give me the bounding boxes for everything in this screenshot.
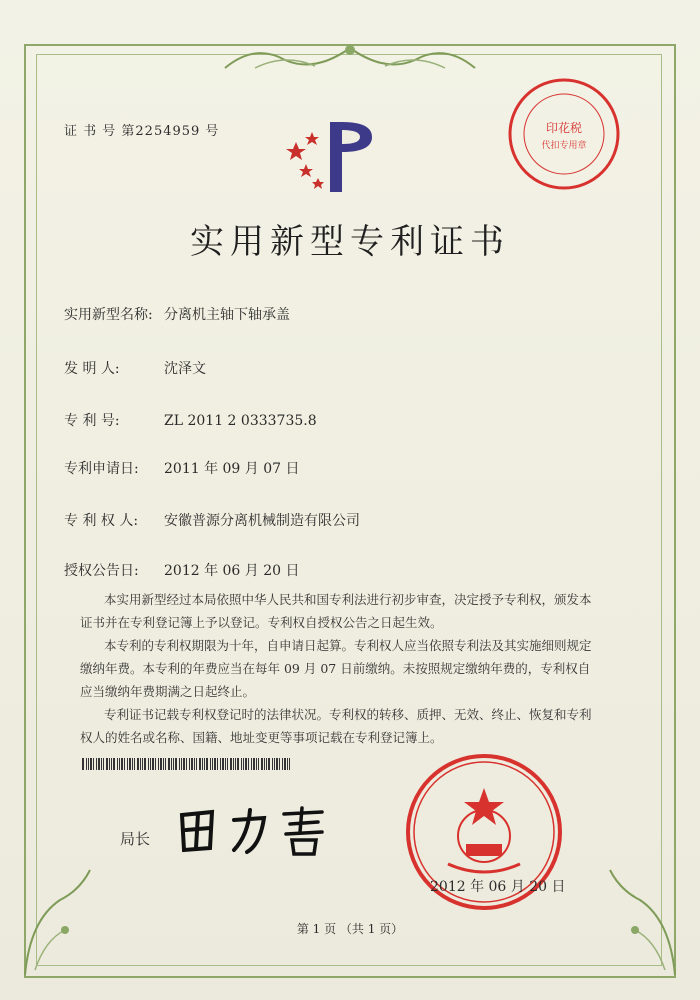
field-patentee: [64, 510, 360, 530]
body-paragraph: 本实用新型经过本局依照中华人民共和国专利法进行初步审查，决定授予专利权，颁发本证书并在专利登记簿上予以登记。专利权自授权公告之日起生效。: [80, 592, 592, 630]
field-label: 专 利 权 人:: [64, 513, 139, 529]
director-title: 局长: [120, 830, 151, 848]
field-label: 专 利 号:: [64, 413, 120, 429]
field-label: 发 明 人:: [64, 361, 120, 377]
field-inventor: [64, 358, 206, 378]
field-value: 2012 年 06 月 20 日: [164, 563, 300, 579]
field-value: 沈泽文: [164, 361, 206, 377]
certificate-title: 实用新型专利证书: [190, 222, 510, 262]
top-right-stamp: [504, 74, 624, 194]
page-footer: 第 1 页 （共 1 页）: [296, 922, 404, 936]
certificate-body: [80, 588, 600, 749]
barcode: [82, 758, 292, 770]
body-paragraph: 专利证书记载专利权登记时的法律状况。专利权的转移、质押、无效、终止、恢复和专利权人的姓名或名称、国籍、地址变更等事项记载在专利登记簿上。: [80, 707, 592, 745]
top-ornament: [215, 38, 485, 78]
certificate-number: 证 书 号 第2254959 号: [64, 124, 220, 139]
director-signature: [172, 800, 342, 860]
field-grant-date: [64, 560, 300, 580]
field-value: 分离机主轴下轴承盖: [164, 307, 290, 323]
issue-date: 2012 年 06 月 20 日: [430, 879, 566, 895]
field-application-date: [64, 458, 300, 478]
field-value: ZL 2011 2 0333735.8: [164, 413, 317, 429]
field-patent-number: [64, 410, 317, 430]
field-label: 实用新型名称:: [64, 307, 153, 323]
field-label: 授权公告日:: [64, 563, 139, 579]
svg-text:代扣专用章: 代扣专用章: [541, 141, 587, 151]
body-paragraph: 本专利的专利权期限为十年，自申请日起算。专利权人应当依照专利法及其实施细则规定缴纳年费。本专利的年费应当在每年 09 月 07 日前缴纳。未按照规定缴纳年费的，专利权自应当缴纳年费期满之日起终止。: [80, 638, 592, 699]
field-value: 安徽普源分离机械制造有限公司: [164, 513, 360, 529]
field-utility-name: [64, 304, 290, 324]
patent-office-logo: [282, 112, 392, 202]
field-label: 专利申请日:: [64, 461, 139, 477]
field-value: 2011 年 09 月 07 日: [164, 461, 300, 477]
svg-text:印花税: 印花税: [545, 121, 583, 135]
